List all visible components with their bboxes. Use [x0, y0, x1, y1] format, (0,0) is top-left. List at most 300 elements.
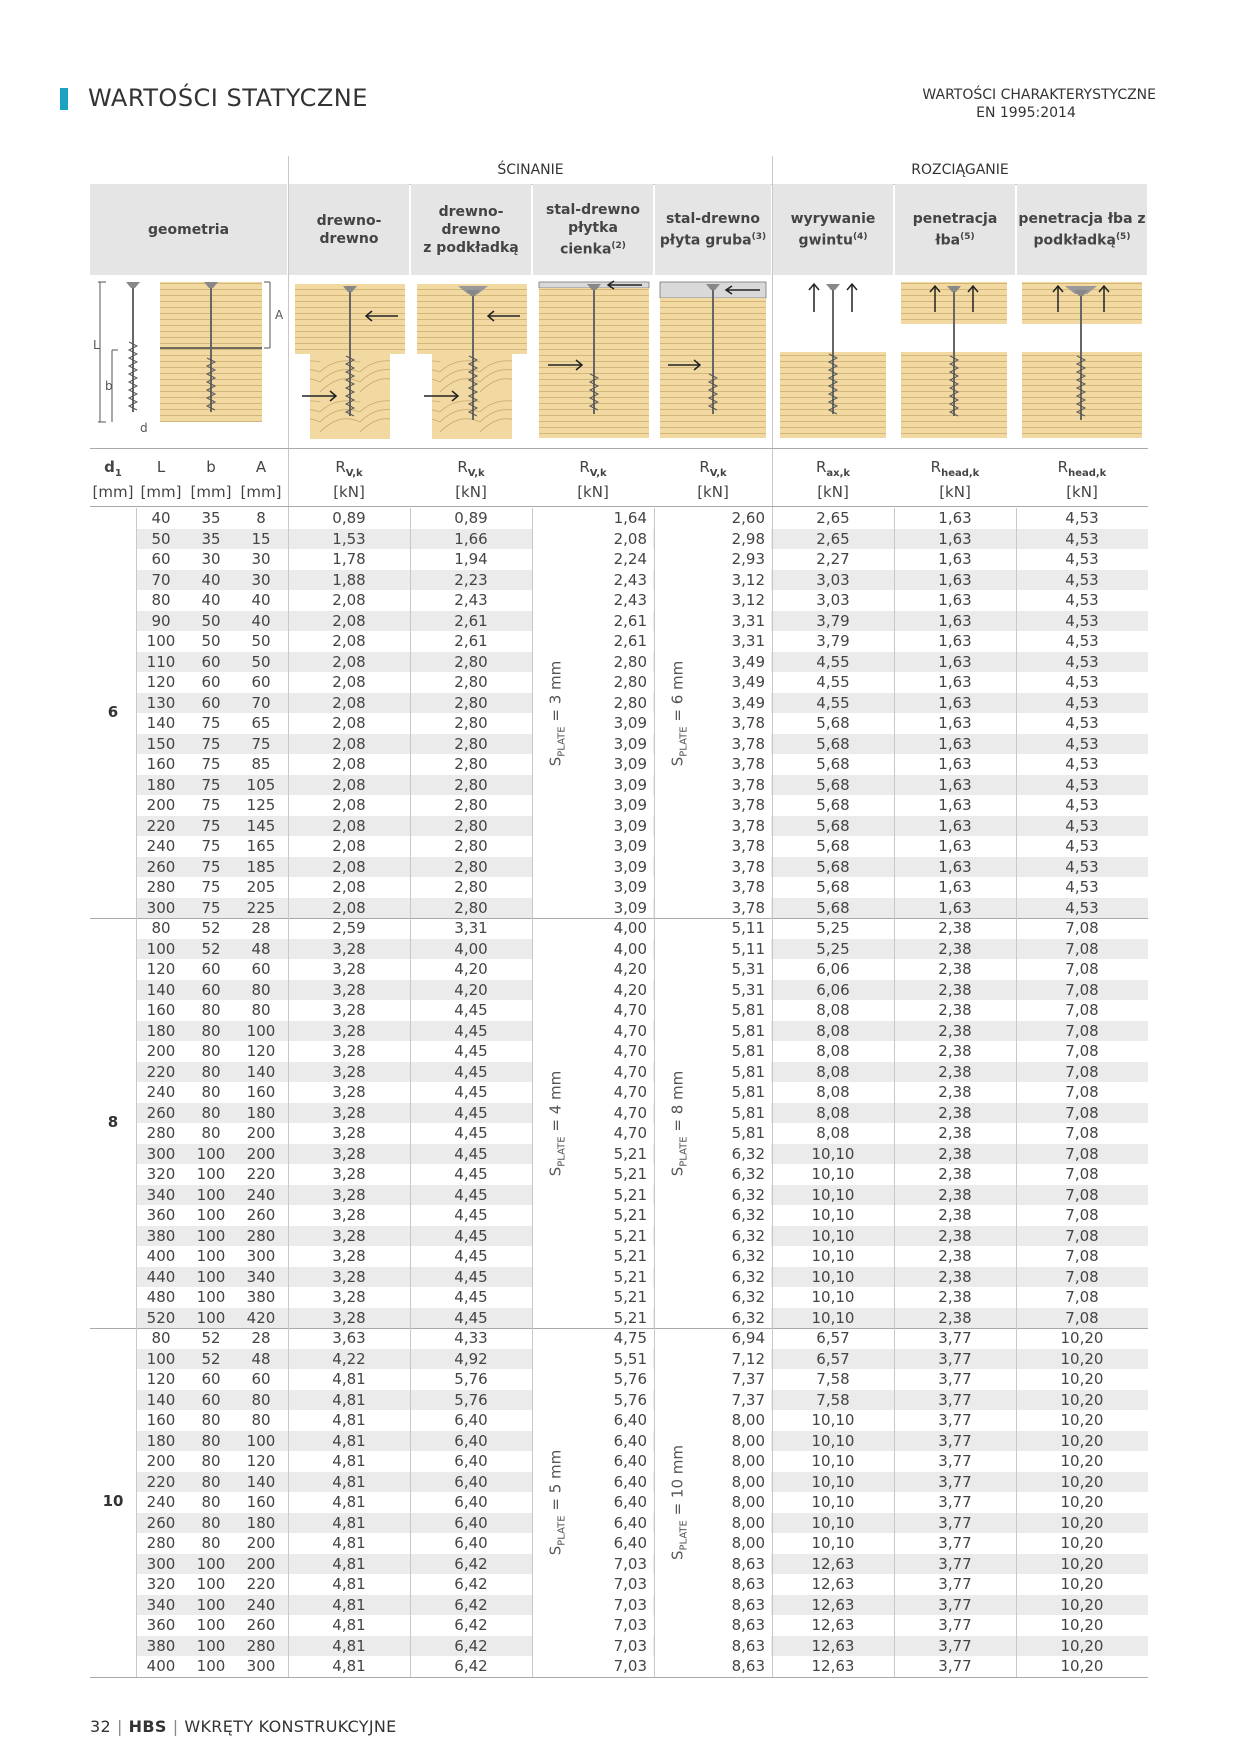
col-label-line: drewno-drewno — [438, 203, 504, 238]
cell-rvk-washer: 1,94 — [454, 550, 488, 568]
cell-rvk-thick-plate: 3,78 — [731, 857, 765, 876]
cell-raxk: 10,10 — [811, 1185, 855, 1204]
cell-rvk-thin-plate: 4,75 — [613, 1329, 647, 1347]
cell-rvk-thick-plate: 3,78 — [731, 878, 765, 896]
unit-kn: [kN] — [697, 483, 729, 501]
cell-rvk-thin-plate: 2,80 — [613, 673, 647, 691]
cell-b: 80 — [201, 1411, 221, 1429]
group-tension: ROZCIĄGANIE — [911, 162, 1009, 178]
cell-rvk-thick-plate: 8,63 — [731, 1657, 765, 1675]
section-standard — [856, 86, 1156, 122]
cell-rheadk-washer: 7,08 — [1065, 919, 1099, 937]
cell-A: 160 — [246, 1493, 276, 1511]
col-label-line: podkładką — [1033, 232, 1116, 249]
table-row — [90, 1574, 1148, 1595]
cell-A: 80 — [251, 1411, 271, 1429]
cell-rvk-thin-plate: 5,21 — [613, 1308, 647, 1327]
cell-A: 200 — [246, 1534, 276, 1552]
cell-rheadk: 1,63 — [938, 632, 972, 650]
cell-rheadk: 3,77 — [938, 1554, 972, 1573]
cell-A: 340 — [246, 1267, 276, 1286]
cell-L: 280 — [146, 1124, 176, 1142]
cell-rvk-washer: 4,45 — [454, 1247, 488, 1265]
standard-line-1: WARTOŚCI CHARAKTERYSTYCZNE — [922, 87, 1156, 103]
cell-rvk-wood: 2,08 — [332, 755, 366, 773]
cell-L: 300 — [146, 1554, 176, 1573]
cell-rvk-thin-plate: 4,00 — [613, 939, 647, 958]
cell-rvk-thick-plate: 7,37 — [731, 1370, 765, 1388]
unit-kn: [kN] — [1066, 483, 1098, 501]
cell-rvk-thin-plate: 3,09 — [613, 755, 647, 773]
cell-b: 100 — [196, 1575, 226, 1593]
cell-rheadk: 1,63 — [938, 550, 972, 568]
sym-raxk: $R_{ax,k}$ — [815, 458, 851, 479]
cell-rvk-thick-plate: 8,00 — [731, 1493, 765, 1511]
cell-rheadk-washer: 4,53 — [1065, 796, 1099, 814]
cell-rvk-wood: 2,08 — [332, 591, 366, 609]
splate-thin-label: $S_{PLATE} = 3$ mm — [546, 660, 568, 767]
steel-thin-diagram — [539, 281, 649, 438]
cell-rvk-thin-plate: 7,03 — [613, 1636, 647, 1655]
cell-b: 30 — [201, 550, 221, 568]
cell-rheadk-washer: 4,53 — [1065, 734, 1099, 753]
cell-rvk-thick-plate: 2,93 — [731, 550, 765, 568]
cell-L: 220 — [146, 1472, 176, 1491]
withdrawal-diagram — [780, 284, 886, 438]
cell-rvk-thin-plate: 5,76 — [613, 1370, 647, 1388]
cell-rvk-wood: 4,81 — [332, 1472, 366, 1491]
cell-rvk-washer: 6,40 — [454, 1431, 488, 1450]
cell-rvk-thin-plate: 3,09 — [613, 816, 647, 835]
cell-A: 30 — [251, 570, 271, 589]
cell-rvk-wood: 2,08 — [332, 652, 366, 671]
cell-rvk-washer: 2,80 — [454, 714, 488, 732]
cell-A: 60 — [251, 960, 271, 978]
cell-A: 220 — [246, 1165, 276, 1183]
cell-rvk-washer: 4,45 — [454, 1144, 488, 1163]
table-row — [90, 1595, 1148, 1616]
cell-rvk-thin-plate: 2,61 — [613, 632, 647, 650]
cell-rvk-washer: 4,45 — [454, 1308, 488, 1327]
cell-rheadk: 3,77 — [938, 1513, 972, 1532]
cell-rvk-thin-plate: 5,21 — [613, 1226, 647, 1245]
page-footer: 32 | HBS | WKRĘTY KONSTRUKCYJNE — [90, 1717, 397, 1736]
page-number: 32 — [90, 1717, 111, 1736]
cell-rvk-wood: 4,81 — [332, 1452, 366, 1470]
unit-kn: [kN] — [577, 483, 609, 501]
cell-rvk-thin-plate: 4,20 — [613, 980, 647, 999]
col-label-line: penetracja — [912, 210, 998, 227]
cell-A: 200 — [246, 1124, 276, 1142]
cell-rvk-thin-plate: 5,21 — [613, 1247, 647, 1265]
table-row — [90, 1308, 1148, 1329]
cell-raxk: 10,10 — [811, 1288, 855, 1306]
cell-rvk-wood: 3,28 — [332, 1124, 366, 1142]
sym-rheadk-2: $R_{head,k}$ — [1057, 458, 1107, 479]
cell-rheadk: 3,77 — [938, 1431, 972, 1450]
cell-rvk-wood: 3,28 — [332, 1021, 366, 1040]
unit-L: [mm] — [140, 483, 182, 501]
table-row — [90, 1144, 1148, 1165]
cell-raxk: 2,27 — [816, 550, 850, 568]
splate-thick-label: $S_{PLATE} = 10$ mm — [668, 1445, 690, 1561]
cell-rheadk: 2,38 — [938, 980, 972, 999]
cell-raxk: 6,06 — [816, 960, 850, 978]
cell-rvk-wood: 2,08 — [332, 714, 366, 732]
unit-kn: [kN] — [455, 483, 487, 501]
cell-rvk-thick-plate: 5,11 — [731, 919, 765, 937]
cell-L: 280 — [146, 1534, 176, 1552]
cell-rheadk-washer: 4,53 — [1065, 611, 1099, 630]
table-row — [90, 1205, 1148, 1226]
cell-raxk: 10,10 — [811, 1165, 855, 1183]
sym-L: L — [156, 458, 166, 476]
cell-raxk: 10,10 — [811, 1226, 855, 1245]
table-row — [90, 980, 1148, 1001]
divider — [90, 506, 1148, 507]
cell-A: 380 — [246, 1288, 276, 1306]
cell-L: 100 — [146, 1349, 176, 1368]
cell-rheadk-washer: 7,08 — [1065, 960, 1099, 978]
cell-rvk-thick-plate: 6,32 — [731, 1144, 765, 1163]
cell-b: 100 — [196, 1226, 226, 1245]
cell-L: 360 — [146, 1616, 176, 1634]
cell-rvk-washer: 2,43 — [454, 591, 488, 609]
cell-b: 75 — [201, 898, 221, 917]
cell-rvk-thick-plate: 3,78 — [731, 837, 765, 855]
cell-L: 340 — [146, 1595, 176, 1614]
cell-rheadk-washer: 4,53 — [1065, 693, 1099, 712]
cell-rvk-thick-plate: 5,81 — [731, 1083, 765, 1101]
table-row — [90, 754, 1148, 775]
cell-rvk-thick-plate: 7,12 — [731, 1349, 765, 1368]
cell-rheadk-washer: 10,20 — [1060, 1329, 1104, 1347]
table-row — [90, 1267, 1148, 1288]
cell-rvk-washer: 4,45 — [454, 1226, 488, 1245]
table-row — [90, 1123, 1148, 1144]
cell-rvk-thin-plate: 2,24 — [613, 550, 647, 568]
table-row — [90, 631, 1148, 652]
cell-rvk-thin-plate: 7,03 — [613, 1575, 647, 1593]
table-row — [90, 1390, 1148, 1411]
cell-rheadk: 2,38 — [938, 1226, 972, 1245]
table-row — [90, 1369, 1148, 1390]
table-row — [90, 898, 1148, 919]
cell-A: 240 — [246, 1595, 276, 1614]
cell-A: 125 — [246, 796, 276, 814]
cell-rvk-washer: 4,45 — [454, 1124, 488, 1142]
cell-raxk: 10,10 — [811, 1452, 855, 1470]
cell-A: 28 — [251, 919, 271, 937]
cell-b: 50 — [201, 632, 221, 650]
cell-rvk-wood: 3,28 — [332, 1308, 366, 1327]
cell-rvk-thin-plate: 6,40 — [613, 1513, 647, 1532]
cell-A: 200 — [246, 1144, 276, 1163]
cell-rvk-thin-plate: 7,03 — [613, 1554, 647, 1573]
cell-L: 60 — [151, 550, 171, 568]
cell-rheadk-washer: 7,08 — [1065, 1308, 1099, 1327]
table-row — [90, 1226, 1148, 1247]
cell-L: 120 — [146, 1370, 176, 1388]
cell-rvk-thin-plate: 2,80 — [613, 652, 647, 671]
cell-rvk-thick-plate: 3,78 — [731, 898, 765, 917]
cell-A: 180 — [246, 1513, 276, 1532]
cell-rvk-wood: 4,81 — [332, 1575, 366, 1593]
cell-b: 75 — [201, 714, 221, 732]
cell-raxk: 7,58 — [816, 1370, 850, 1388]
col-steel-thick — [655, 184, 771, 275]
cell-rheadk: 1,63 — [938, 509, 972, 527]
cell-rvk-washer: 2,80 — [454, 816, 488, 835]
cell-rheadk-washer: 7,08 — [1065, 1206, 1099, 1224]
cell-b: 100 — [196, 1144, 226, 1163]
cell-raxk: 5,68 — [816, 796, 850, 814]
cell-raxk: 5,68 — [816, 857, 850, 876]
cell-rvk-thick-plate: 3,49 — [731, 673, 765, 691]
cell-rvk-washer: 4,45 — [454, 1267, 488, 1286]
cell-rvk-thick-plate: 3,49 — [731, 693, 765, 712]
cell-rvk-thin-plate: 3,09 — [613, 857, 647, 876]
cell-rheadk-washer: 4,53 — [1065, 591, 1099, 609]
cell-rheadk-washer: 7,08 — [1065, 1247, 1099, 1265]
cell-rvk-wood: 2,08 — [332, 693, 366, 712]
cell-L: 380 — [146, 1226, 176, 1245]
cell-rheadk-washer: 4,53 — [1065, 857, 1099, 876]
cell-rvk-washer: 4,45 — [454, 1165, 488, 1183]
cell-A: 300 — [246, 1657, 276, 1675]
table-row — [90, 959, 1148, 980]
cell-rvk-wood: 4,81 — [332, 1636, 366, 1655]
cell-raxk: 2,65 — [816, 509, 850, 527]
cell-b: 35 — [201, 509, 221, 527]
cell-rheadk: 3,77 — [938, 1370, 972, 1388]
cell-rvk-wood: 4,81 — [332, 1370, 366, 1388]
cell-L: 260 — [146, 1513, 176, 1532]
cell-rvk-thick-plate: 5,81 — [731, 1021, 765, 1040]
cell-rvk-thick-plate: 5,31 — [731, 960, 765, 978]
cell-rvk-thin-plate: 5,21 — [613, 1267, 647, 1286]
symbols-row — [90, 454, 1148, 482]
col-head-pull — [895, 184, 1015, 275]
cell-rvk-washer: 4,45 — [454, 1206, 488, 1224]
cell-rvk-washer: 6,40 — [454, 1472, 488, 1491]
cell-rvk-thin-plate: 4,00 — [613, 919, 647, 937]
cell-b: 100 — [196, 1308, 226, 1327]
cell-rvk-thin-plate: 6,40 — [613, 1452, 647, 1470]
cell-rvk-wood: 3,28 — [332, 1062, 366, 1081]
cell-rvk-thin-plate: 5,21 — [613, 1206, 647, 1224]
cell-rvk-thin-plate: 6,40 — [613, 1411, 647, 1429]
cell-rvk-wood: 3,28 — [332, 1226, 366, 1245]
cell-rvk-thick-plate: 8,63 — [731, 1575, 765, 1593]
cell-rheadk: 2,38 — [938, 1185, 972, 1204]
cell-rheadk-washer: 4,53 — [1065, 550, 1099, 568]
cell-raxk: 10,10 — [811, 1493, 855, 1511]
cell-L: 90 — [151, 611, 171, 630]
cell-rvk-wood: 1,53 — [332, 529, 366, 548]
cell-raxk: 4,55 — [816, 673, 850, 691]
cell-rheadk-washer: 10,20 — [1060, 1595, 1104, 1614]
cell-L: 150 — [146, 734, 176, 753]
cell-rheadk: 1,63 — [938, 898, 972, 917]
cell-b: 50 — [201, 611, 221, 630]
cell-L: 200 — [146, 1042, 176, 1060]
cell-raxk: 10,10 — [811, 1206, 855, 1224]
unit-kn: [kN] — [333, 483, 365, 501]
cell-rvk-thin-plate: 7,03 — [613, 1616, 647, 1634]
cell-rvk-thick-plate: 7,37 — [731, 1390, 765, 1409]
cell-L: 320 — [146, 1575, 176, 1593]
cell-rvk-washer: 6,40 — [454, 1513, 488, 1532]
dim-label-A: A — [275, 308, 284, 322]
cell-A: 15 — [251, 529, 271, 548]
cell-raxk: 8,08 — [816, 1124, 850, 1142]
col-label-line: łba — [935, 232, 961, 249]
cell-rvk-thick-plate: 8,63 — [731, 1554, 765, 1573]
cell-rheadk-washer: 10,20 — [1060, 1452, 1104, 1470]
cell-rvk-wood: 3,28 — [332, 960, 366, 978]
section-title: WARTOŚCI STATYCZNE — [88, 84, 368, 112]
cell-rheadk-washer: 7,08 — [1065, 1185, 1099, 1204]
sym-rvk-3: $R_{V,k}$ — [579, 458, 607, 479]
cell-rheadk: 3,77 — [938, 1452, 972, 1470]
cell-rvk-washer: 4,33 — [454, 1329, 488, 1347]
cell-raxk: 5,68 — [816, 775, 850, 794]
cell-A: 60 — [251, 1370, 271, 1388]
footnote-ref: (3) — [751, 231, 767, 242]
cell-raxk: 10,10 — [811, 1472, 855, 1491]
section-marker — [60, 88, 68, 110]
cell-rheadk-washer: 7,08 — [1065, 1267, 1099, 1286]
col-geometry-label: geometria — [147, 221, 230, 238]
cell-rvk-wood: 2,08 — [332, 816, 366, 835]
diameter-label: 8 — [107, 1113, 119, 1131]
col-label-line: płyta gruba — [659, 232, 752, 249]
table-row — [90, 1349, 1148, 1370]
cell-b: 52 — [201, 1329, 221, 1347]
cell-rvk-wood: 2,08 — [332, 734, 366, 753]
cell-A: 145 — [246, 816, 276, 835]
cell-A: 8 — [256, 509, 266, 527]
cell-rheadk: 3,77 — [938, 1472, 972, 1491]
unit-d1: [mm] — [92, 483, 134, 501]
table-row — [90, 1513, 1148, 1534]
col-wood-wood-label: drewno-drewno — [316, 212, 382, 247]
cell-b: 100 — [196, 1657, 226, 1675]
product-category: WKRĘTY KONSTRUKCYJNE — [184, 1717, 397, 1736]
cell-rheadk: 1,63 — [938, 816, 972, 835]
cell-rvk-wood: 3,28 — [332, 1267, 366, 1286]
cell-A: 140 — [246, 1062, 276, 1081]
cell-rheadk: 2,38 — [938, 939, 972, 958]
cell-rheadk-washer: 4,53 — [1065, 755, 1099, 773]
cell-rvk-thick-plate: 6,32 — [731, 1288, 765, 1306]
cell-rvk-thick-plate: 5,31 — [731, 980, 765, 999]
cell-rvk-wood: 2,08 — [332, 611, 366, 630]
sym-rvk-1: $R_{V,k}$ — [335, 458, 363, 479]
sym-rvk-2: $R_{V,k}$ — [457, 458, 485, 479]
cell-rvk-wood: 2,08 — [332, 775, 366, 794]
cell-A: 200 — [246, 1554, 276, 1573]
cell-rvk-thick-plate: 2,98 — [731, 529, 765, 548]
cell-rheadk: 3,77 — [938, 1595, 972, 1614]
cell-rheadk-washer: 7,08 — [1065, 980, 1099, 999]
cell-rvk-wood: 4,81 — [332, 1534, 366, 1552]
cell-rvk-washer: 2,80 — [454, 693, 488, 712]
cell-rvk-wood: 2,08 — [332, 837, 366, 855]
cell-b: 80 — [201, 1452, 221, 1470]
cell-rvk-wood: 2,08 — [332, 796, 366, 814]
cell-rheadk: 1,63 — [938, 693, 972, 712]
cell-rheadk-washer: 10,20 — [1060, 1575, 1104, 1593]
cell-raxk: 10,10 — [811, 1534, 855, 1552]
cell-rvk-washer: 6,42 — [454, 1657, 488, 1675]
cell-rvk-thick-plate: 3,78 — [731, 714, 765, 732]
cell-rvk-thick-plate: 5,81 — [731, 1042, 765, 1060]
table-row — [90, 549, 1148, 570]
cell-rheadk-washer: 10,20 — [1060, 1431, 1104, 1450]
cell-rvk-thick-plate: 3,78 — [731, 816, 765, 835]
cell-rvk-thin-plate: 1,64 — [613, 509, 647, 527]
col-label-line: z podkładką — [423, 239, 519, 256]
col-label-line: gwintu — [798, 232, 853, 249]
cell-A: 48 — [251, 1349, 271, 1368]
cell-b: 60 — [201, 1390, 221, 1409]
unit-kn: [kN] — [817, 483, 849, 501]
cell-L: 380 — [146, 1636, 176, 1655]
cell-rvk-thick-plate: 3,31 — [731, 632, 765, 650]
footnote-ref: (5) — [1115, 231, 1131, 242]
cell-raxk: 5,68 — [816, 714, 850, 732]
cell-rvk-thick-plate: 6,32 — [731, 1267, 765, 1286]
cell-raxk: 10,10 — [811, 1144, 855, 1163]
cell-rvk-thick-plate: 6,32 — [731, 1226, 765, 1245]
cell-b: 100 — [196, 1185, 226, 1204]
cell-rheadk-washer: 10,20 — [1060, 1513, 1104, 1532]
cell-raxk: 10,10 — [811, 1431, 855, 1450]
table-row — [90, 795, 1148, 816]
cell-b: 80 — [201, 1103, 221, 1122]
cell-rvk-wood: 2,08 — [332, 878, 366, 896]
cell-A: 120 — [246, 1042, 276, 1060]
cell-rvk-thin-plate: 4,70 — [613, 1103, 647, 1122]
cell-A: 30 — [251, 550, 271, 568]
cell-rvk-wood: 2,08 — [332, 632, 366, 650]
cell-rheadk: 2,38 — [938, 1267, 972, 1286]
cell-rheadk-washer: 10,20 — [1060, 1493, 1104, 1511]
table-row — [90, 836, 1148, 857]
col-withdrawal — [773, 184, 893, 275]
cell-L: 100 — [146, 632, 176, 650]
cell-L: 180 — [146, 1021, 176, 1040]
cell-L: 50 — [151, 529, 171, 548]
cell-rvk-thin-plate: 7,03 — [613, 1595, 647, 1614]
cell-rvk-thin-plate: 3,09 — [613, 796, 647, 814]
cell-L: 140 — [146, 1390, 176, 1409]
cell-rheadk-washer: 7,08 — [1065, 1103, 1099, 1122]
cell-raxk: 8,08 — [816, 1062, 850, 1081]
cell-L: 80 — [151, 919, 171, 937]
wood-wood-diagram — [295, 284, 405, 439]
cell-b: 80 — [201, 1021, 221, 1040]
cell-rvk-thin-plate: 5,21 — [613, 1165, 647, 1183]
cell-rheadk: 3,77 — [938, 1636, 972, 1655]
cell-A: 160 — [246, 1083, 276, 1101]
cell-rheadk: 1,63 — [938, 591, 972, 609]
table-row — [90, 508, 1148, 529]
cell-b: 75 — [201, 734, 221, 753]
col-geometry — [90, 184, 287, 275]
